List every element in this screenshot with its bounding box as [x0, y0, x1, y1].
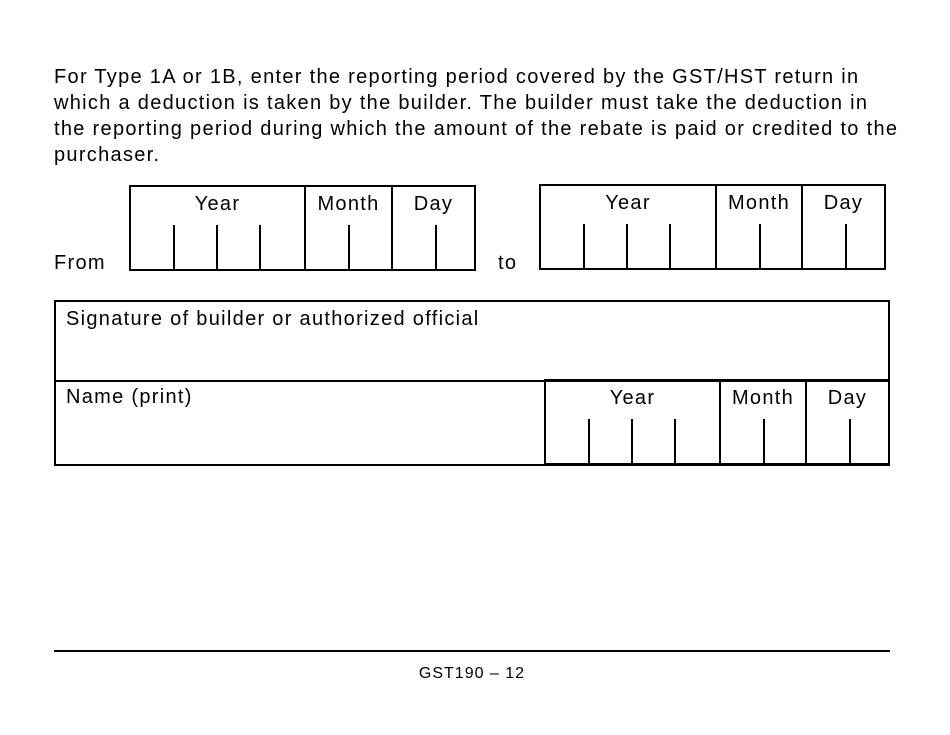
month-header: Month [317, 193, 380, 215]
to-day-segment[interactable] [801, 186, 884, 268]
digit-divider [849, 419, 851, 463]
page-footer: GST190 – 12 [418, 665, 526, 682]
digit-divider [583, 224, 585, 268]
digit-divider [759, 224, 761, 268]
from-day-segment[interactable] [391, 187, 474, 269]
to-year-segment[interactable] [541, 186, 715, 268]
name-print-label: Name (print) [66, 386, 193, 408]
day-header: Day [827, 387, 868, 409]
from-label: From [54, 252, 106, 274]
to-date-field[interactable] [539, 184, 886, 270]
digit-divider [348, 225, 350, 269]
digit-divider [435, 225, 437, 269]
digit-divider [674, 419, 676, 463]
day-header: Day [823, 192, 864, 214]
to-label: to [498, 252, 518, 274]
digit-divider [763, 419, 765, 463]
year-header: Year [194, 193, 241, 215]
signing-day-segment[interactable] [805, 381, 888, 463]
digit-divider [626, 224, 628, 268]
from-date-field[interactable] [129, 185, 476, 271]
from-month-segment[interactable] [304, 187, 391, 269]
day-header: Day [413, 193, 454, 215]
month-header: Month [731, 387, 795, 409]
digit-divider [173, 225, 175, 269]
year-header: Year [605, 192, 651, 214]
from-year-segment[interactable] [131, 187, 304, 269]
digit-divider [669, 224, 671, 268]
digit-divider [845, 224, 847, 268]
digit-divider [259, 225, 261, 269]
year-header: Year [609, 387, 656, 409]
digit-divider [631, 419, 633, 463]
signing-year-segment[interactable] [546, 381, 719, 463]
signing-month-segment[interactable] [719, 381, 805, 463]
footer-rule [54, 650, 890, 652]
signing-date-field[interactable] [544, 379, 890, 465]
to-month-segment[interactable] [715, 186, 801, 268]
digit-divider [216, 225, 218, 269]
instructions-paragraph: For Type 1A or 1B, enter the reporting period covered by the GST/HST return in which a deduction is taken by the builder. The builder must take the deduction in the reporting period during which the amount of the rebate is paid or credited to the purchaser. [54, 66, 899, 166]
month-header: Month [727, 192, 791, 214]
digit-divider [588, 419, 590, 463]
signature-label: Signature of builder or authorized official [66, 308, 480, 330]
